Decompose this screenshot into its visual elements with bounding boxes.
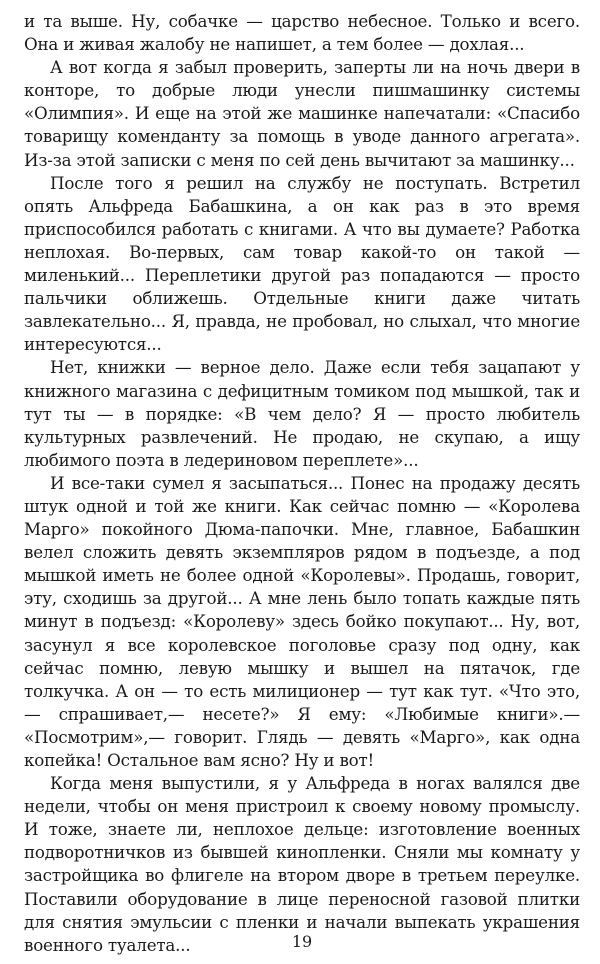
paragraph-continued: и та выше. Ну, собачке — царство небесное. Только и всего. Она и живая жалобу не напишет, а тем более — дохлая... [24,11,580,55]
paragraph: И все-таки сумел я засыпаться... Понес на продажу десять штук одной и той же книги. Как сейчас помню — «Королева Марго» покойного Дюма-папочки. Мне, главное, Бабашкин велел сложить девять экземпляров рядом в подъезде, а под мышкой иметь не более одной «Королевы». Продашь, говорит, эту, сходишь за другой... А мне лень было топать каждые пять минут в подъезд: «Королеву» здесь бойко покупают... Ну, вот, засунул я все королевское поголовье сразу под одну, как сейчас помню, левую мышку и вышел на пятачок, где толкучка. А он — то есть милиционер — тут как тут. «Что это,— спрашивает,— несете?» Я ему: «Любимые книги».— «Посмотрим»,— говорит. Глядь — девять «Марго», как одна копейка! Остальное вам ясно? Ну и вот! [24,472,580,770]
paragraph: После того я решил на службу не поступать. Встретил опять Альфреда Бабашкина, а он как раз в это время приспособился работать с книгами. А что вы думаете? Работка неплохая. Во-первых, сам товар какой-то он такой — миленький... Переплетики другой раз попадаются — просто пальчики оближешь. Отдельные книги даже читать завлекательно... Я, правда, не пробовал, но слыхал, что многие интересуются... [24,172,580,355]
paragraph: Нет, книжки — верное дело. Даже если тебя зацапают у книжного магазина с дефицитным томиком под мышкой, так и тут ты — в порядке: «В чем дело? Я — просто любитель культурных развлечений. Не продаю, не скупаю, а ищу любимого поэта в ледериновом переплете»... [24,357,580,470]
paragraph: А вот когда я забыл проверить, заперты ли на ночь двери в конторе, то добрые люди унесли пишмашинку системы «Олимпия». И еще на этой же машинке напечатали: «Спасибо товарищу коменданту за помощь в уводе данного агрегата». Из-за этой записки с меня по сей день вычитают за машинку... [24,57,580,170]
page-number: 19 [291,932,313,951]
paragraph: Когда меня выпустили, я у Альфреда в ногах валялся две недели, чтобы он меня пристроил к своему новому промыслу. И тоже, знаете ли, неплохое дельце: изготовление военных подворотничков из бывшей кинопленки. Сняли мы комнату у застройщика во флигеле на втором дворе в третьем переулке. Поставили оборудование в лице переносной газовой плитки для снятия эмульсии с пленки и начали выпекать украшения военного туалета... [24,773,580,955]
body-text [24,10,580,957]
book-page [24,10,580,954]
